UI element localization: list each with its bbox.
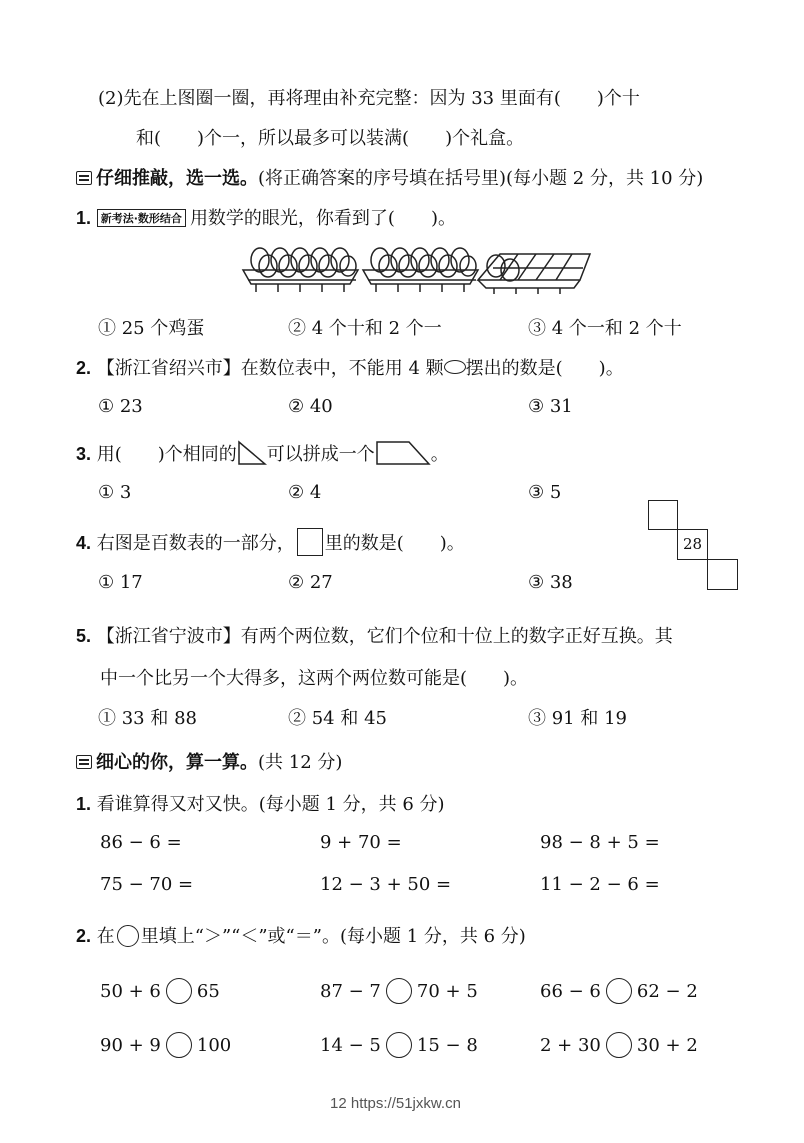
egg-trays-illustration	[238, 240, 598, 298]
question-4	[76, 528, 465, 556]
q2-option-3: ③ 31	[528, 396, 573, 417]
question-number: 1.	[76, 208, 92, 228]
q4-option-2: ② 27	[288, 572, 333, 593]
question-number: 5.	[76, 626, 92, 646]
q4-option-1: ① 17	[98, 572, 143, 593]
question-text-c: 。	[430, 444, 449, 465]
question-text: 用数学的眼光，你看到了( )。	[189, 208, 456, 229]
section-4-icon	[76, 755, 92, 769]
compare-left: 50 + 6	[100, 981, 161, 1002]
compare-left: 14 − 5	[320, 1035, 381, 1056]
section-4-title: 细心的你，算一算。	[96, 752, 258, 773]
q4-option-3: ③ 38	[528, 572, 573, 593]
compare-right: 65	[196, 981, 220, 1002]
compare-circle[interactable]	[386, 978, 412, 1004]
compare-left: 90 + 9	[100, 1035, 161, 1056]
calc-item-6: 11 − 2 − 6 =	[540, 874, 660, 895]
section-3-title: 仔细推敲，选一选。	[96, 168, 258, 189]
egg-tray-1	[243, 248, 358, 292]
calc-item-2: 9 + 70 =	[320, 832, 402, 853]
blank-box-icon	[297, 528, 323, 556]
section-4-note: (共 12 分)	[258, 752, 343, 773]
calc-item-5: 12 − 3 + 50 =	[320, 874, 452, 895]
q5-option-3: ③ 91 和 19	[528, 708, 627, 729]
question-text-a: 用( )个相同的	[96, 444, 237, 465]
q1-option-2: ② 4 个十和 2 个一	[288, 318, 442, 339]
question-number: 3.	[76, 444, 92, 464]
compare-circle[interactable]	[606, 1032, 632, 1058]
calc-item-3: 98 − 8 + 5 =	[540, 832, 660, 853]
compare-left: 2 + 30	[540, 1035, 601, 1056]
question-1	[76, 204, 456, 230]
question-number: 1.	[76, 794, 92, 814]
bead-icon	[444, 360, 466, 374]
new-method-badge: 新考法·数形结合	[97, 209, 186, 227]
top-line-1: (2)先在上图圈一圈，再将理由补充完整：因为 33 里面有( )个十	[98, 88, 640, 109]
calc-item-1: 86 − 6 =	[100, 832, 182, 853]
compare-left: 66 − 6	[540, 981, 601, 1002]
compare-circle[interactable]	[166, 1032, 192, 1058]
section-4-header	[76, 748, 342, 774]
trapezoid-icon	[375, 440, 431, 466]
question-number: 2.	[76, 926, 92, 946]
question-5-line-2: 中一个比另一个大得多，这两个两位数可能是( )。	[100, 668, 529, 689]
egg-tray-3	[478, 254, 590, 294]
calc-item-4: 75 − 70 =	[100, 874, 194, 895]
compare-item-4	[100, 1032, 231, 1058]
q5-option-1: ① 33 和 88	[98, 708, 197, 729]
question-text-b: 摆出的数是( )。	[465, 358, 624, 379]
triangle-icon	[237, 440, 267, 466]
compare-item-6	[540, 1032, 698, 1058]
question-number: 4.	[76, 533, 92, 553]
question-3	[76, 440, 449, 466]
question-text-a: 在	[96, 926, 115, 947]
page-footer: 12 https://51jxkw.cn	[330, 1095, 461, 1112]
question-text: 看谁算得又对又快。(每小题 1 分，共 6 分)	[96, 794, 445, 815]
compare-item-2	[320, 978, 478, 1004]
question-text-a: 右图是百数表的一部分，	[96, 533, 295, 554]
compare-circle[interactable]	[386, 1032, 412, 1058]
q3-option-1: ① 3	[98, 482, 132, 503]
compare-right: 70 + 5	[416, 981, 478, 1002]
question-text-a: 【浙江省绍兴市】在数位表中，不能用 4 颗	[96, 358, 444, 379]
top-line-2: 和( )个一，所以最多可以装满( )个礼盒。	[136, 128, 525, 149]
compare-item-5	[320, 1032, 478, 1058]
circle-blank-icon	[117, 925, 139, 947]
q2-option-2: ② 40	[288, 396, 333, 417]
question-text-b: 可以拼成一个	[266, 444, 375, 465]
compare-right: 30 + 2	[636, 1035, 698, 1056]
compare-right: 62 − 2	[636, 981, 698, 1002]
egg-tray-2	[363, 248, 478, 292]
q1-option-3: ③ 4 个一和 2 个十	[528, 318, 682, 339]
q2-option-1: ① 23	[98, 396, 143, 417]
section-3-note: (将正确答案的序号填在括号里)(每小题 2 分，共 10 分)	[258, 168, 704, 189]
q3-option-2: ② 4	[288, 482, 322, 503]
compare-right: 100	[196, 1035, 232, 1056]
q5-option-2: ② 54 和 45	[288, 708, 387, 729]
compare-item-1	[100, 978, 220, 1004]
question-text-b: 里的数是( )。	[324, 533, 465, 554]
question-2	[76, 354, 624, 380]
q3-option-3: ③ 5	[528, 482, 562, 503]
hundred-chart-cell-blank-top	[648, 500, 678, 530]
compare-item-3	[540, 978, 698, 1004]
q1-option-1: ① 25 个鸡蛋	[98, 318, 205, 339]
compare-circle[interactable]	[166, 978, 192, 1004]
section-3-header	[76, 164, 703, 190]
compare-circle[interactable]	[606, 978, 632, 1004]
hundred-chart-cell-blank-bottom	[707, 559, 738, 590]
compare-right: 15 − 8	[416, 1035, 478, 1056]
calc-question-1	[76, 790, 445, 816]
question-number: 2.	[76, 358, 92, 378]
calc-question-2	[76, 922, 526, 948]
section-3-icon	[76, 171, 92, 185]
question-5	[76, 622, 673, 648]
question-text-line-1: 【浙江省宁波市】有两个两位数，它们个位和十位上的数字正好互换。其	[96, 626, 673, 647]
compare-left: 87 − 7	[320, 981, 381, 1002]
hundred-chart-cell-28: 28	[677, 529, 708, 560]
question-text-b: 里填上“＞”“＜”或“＝”。(每小题 1 分，共 6 分)	[140, 926, 526, 947]
